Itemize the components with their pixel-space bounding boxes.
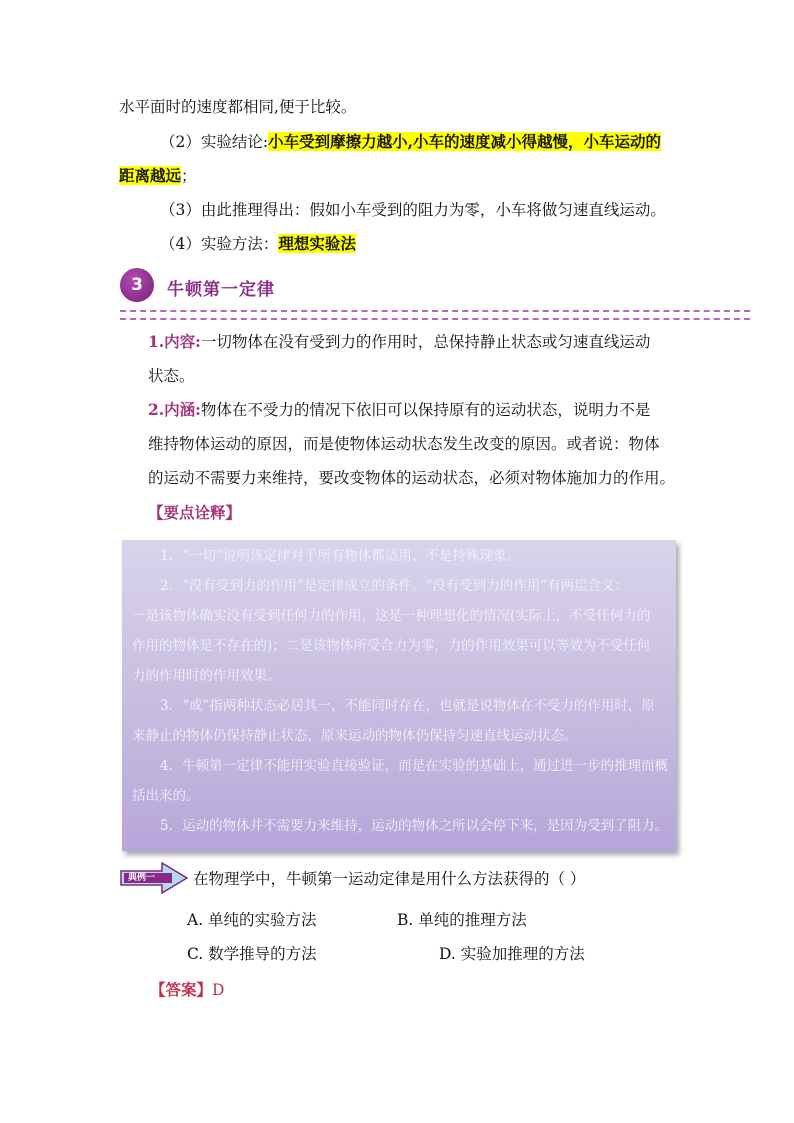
note-line: 作用的物体是不存在的)；二是该物体所受合力为零，力的作用效果可以等效为不受任何 — [132, 638, 651, 654]
note-line: 5．运动的物体并不需要力来维持，运动的物体之所以会停下来，是因为受到了阻力。 — [160, 818, 669, 834]
note-line: 一是该物体确实没有受到任何力的作用，这是一种理想化的情况(实际上，不受任何力的 — [132, 608, 651, 624]
section-title: 牛顿第一定律 — [167, 280, 275, 300]
answer-line — [150, 980, 224, 1000]
option-b: B. 单纯的推理方法 — [397, 911, 527, 929]
meaning-line-2: 维持物体运动的原因，而是使物体运动状态发生改变的原因。或者说：物体 — [148, 435, 660, 453]
content-line-2: 状态。 — [148, 367, 195, 385]
conclusion-line-2 — [119, 166, 197, 186]
meaning-line-3: 的运动不需要力来维持，要改变物体的运动状态，必须对物体施加力的作用。 — [148, 469, 676, 487]
item4-highlight: 理想实验法 — [278, 234, 356, 253]
answer-label: 【答案】 — [150, 980, 213, 999]
content-line-1 — [148, 332, 650, 352]
note-line: 3．“或”指两种状态必居其一，不能同时存在，也就是说物体在不受力的作用时，原 — [160, 698, 655, 714]
meaning-text-a: 物体在不受力的情况下依旧可以保持原有的运动状态，说明力不是 — [200, 401, 651, 419]
example-tag — [120, 862, 188, 894]
option-d: D. 实验加推理的方法 — [439, 945, 585, 963]
option-c: C. 数学推导的方法 — [187, 945, 317, 963]
note-line: 力的作用时的作用效果。 — [132, 668, 281, 684]
method-line — [160, 234, 356, 254]
section-divider — [120, 310, 750, 320]
content-text-1a: 一切物体在没有受到力的作用时，总保持静止状态或匀速直线运动 — [200, 333, 651, 351]
example-question: 在物理学中，牛顿第一运动定律是用什么方法获得的（ ） — [193, 870, 586, 888]
inference-line: （3）由此推理得出：假如小车受到的阻力为零，小车将做匀速直线运动。 — [160, 201, 666, 219]
note-line: 来静止的物体仍保持静止状态，原来运动的物体仍保持匀速直线运动状态。 — [132, 728, 578, 744]
option-a: A. 单纯的实验方法 — [187, 911, 317, 929]
item2-prefix: （2）实验结论: — [160, 133, 269, 151]
conclusion-line-1 — [160, 132, 661, 152]
item2-highlight-1: 小车受到摩擦力越小,小车的速度减小得越慢，小车运动的 — [268, 132, 661, 151]
example-tag-label: 典例一 — [128, 873, 156, 883]
section-number-badge: 3 — [120, 268, 154, 302]
item2-end: ； — [181, 167, 197, 185]
note-line: 1．“一切”说明该定律对于所有物体都适用，不是特殊现象。 — [160, 548, 520, 564]
continuation-line: 水平面时的速度都相同,便于比较。 — [119, 98, 357, 116]
item2-highlight-2: 距离越远 — [119, 166, 182, 185]
note-line: 4．牛顿第一定律不能用实验直接验证，而是在实验的基础上，通过进一步的推理而概 — [160, 758, 669, 774]
meaning-label: 2.内涵: — [148, 400, 201, 419]
note-line: 2．“没有受到力的作用”是定律成立的条件。“没有受到力的作用”有两层含义： — [160, 578, 629, 594]
note-line: 括出来的。 — [132, 788, 200, 804]
content-label: 1.内容: — [148, 332, 201, 351]
key-points-box — [122, 540, 676, 851]
key-points-heading: 【要点诠释】 — [148, 503, 242, 522]
meaning-line-1 — [148, 400, 650, 420]
item4-prefix: （4）实验方法： — [160, 235, 279, 253]
answer-value: D — [212, 981, 225, 999]
